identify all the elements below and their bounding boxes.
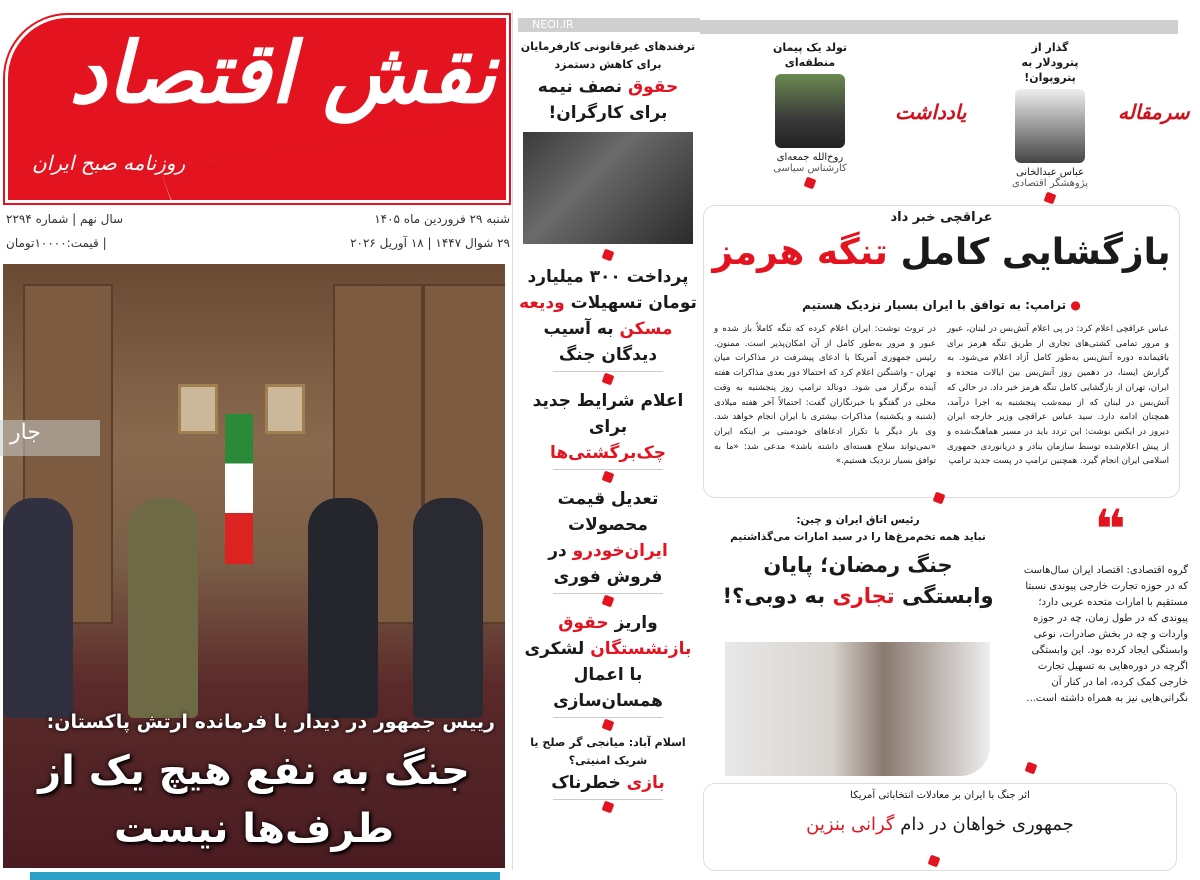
headline: واریز [614, 613, 658, 633]
flag [225, 414, 253, 564]
logo-subtitle: روزنامه صبح ایران [32, 151, 186, 175]
cover-text [13, 708, 495, 858]
newspaper-logo: نقش اقتصاد [69, 23, 496, 122]
page-marker-icon [804, 177, 817, 190]
bottom-banner [30, 872, 500, 880]
editorial-badge: سرمقاله [1118, 100, 1190, 124]
column-title: تولد یک پیمان منطقه‌ای [772, 41, 848, 69]
editorial-column[interactable] [1010, 40, 1090, 203]
gasoline-story[interactable] [703, 783, 1177, 871]
page-marker-icon [602, 373, 615, 386]
story-iran-khodro[interactable] [518, 486, 698, 606]
lead-subheadline [704, 298, 1179, 312]
date-other: ۲۹ شوال ۱۴۴۷ | ۱۸ آوریل ۲۰۲۶ [350, 236, 510, 250]
story-head [703, 512, 1013, 612]
headline: پرداخت ۳۰۰ میلیارد تومان تسهیلات [527, 267, 697, 313]
lead-body-right: عباس عراقچی اعلام کرد: در پی اعلام آتش‌بس در لبنان، عبور و مرور تمامی کشتی‌های تجاری از طریق تنگه هرمز برای باقیمانده دوره آتش‌بس به‌طور کامل آزاد اعلام می‌شود. به گزارش ایسنا، در دهمین روز آتش‌بس بین ایالات متحده و ایران، تهران از بازگشایی کامل تنگه هرمز خبر داد. در حالی که آتش‌بس در لبنان که از نیمه‌شب پنجشنبه به اجرا درآمد، همچنان ادامه دارد. سید عباس عراقچی وزیر خارجه ایران دیروز در ایکس نوشت: این تردد باید در مسیر هماهنگ‌شده و از پیش اعلام‌شده توسط سازمان بنادر و دریانوردی جمهوری اسلامی ایران انجام گیرد. همچنین ترامپ در پست جدید ترامپ [947, 324, 1169, 467]
story-kicker: اثر جنگ با ایران بر معادلات انتخاباتی آمریکا [850, 790, 1030, 801]
headline-red: تنگه هرمز [712, 232, 888, 273]
page-marker-icon [933, 492, 946, 505]
column-title: گذار از پترودلار به پتروپوان! [1021, 41, 1079, 84]
story-kicker [730, 512, 986, 546]
cover-kicker: رییس جمهور در دیدار با فرمانده ارتش پاکستان: [46, 711, 495, 733]
headline-red: چک‌برگشتی‌ها [549, 443, 667, 463]
story-housing[interactable] [518, 264, 698, 384]
story-wages[interactable] [518, 38, 698, 126]
headline-red: ایران‌خودرو [572, 541, 668, 561]
quote-column [1016, 498, 1188, 777]
headline: جمهوری خواهان در دام [900, 814, 1074, 835]
headline-red: حقوق بازنشستگان [558, 613, 692, 659]
headline-red: بازی [626, 773, 665, 793]
story-pensions[interactable] [518, 610, 698, 730]
headline: نصف نیمه برای کارگران! [537, 77, 668, 123]
story-kicker: اسلام آباد: میانجی گر صلح یا شریک امنیتی؟ [530, 736, 686, 767]
headline-red: گرانی بنزین [806, 814, 895, 835]
story-cheques[interactable] [518, 388, 698, 482]
lead-story[interactable] [703, 205, 1180, 498]
headline: وابستگی [902, 584, 994, 608]
author-photo [775, 74, 845, 148]
lead-kicker: عراقچی خبر داد [890, 210, 993, 225]
story-islamabad[interactable] [518, 734, 698, 812]
author-name: عباس عبدالخانی [1015, 167, 1085, 178]
lead-body-left: در تروث نوشت: ایران اعلام کرده که تنگه کاملاً باز شده و عبور و مرور به‌طور کامل از آن امکان‌پذیر است. ممنون. رئیس جمهوری آمریکا با ادعای پیشرفت در مذاکرات میان تهران - واشنگتن اعلام کرد که احتمالا دور بعدی مذاکرات هفته آینده برگزار می شود. دونالد ترامپ روز پنجشنبه به وقت محلی در گفتگو با خبرنگاران گفت: احتمالاً آخر هفته میلادی (شنبه و یکشنبه) مذاکرات بیشتری با ایران انجام خواهد شد. وی بار دیگر با تکرار ادعاهای خودمبنی بر اینکه ایران «نمی‌تواند سلاح هسته‌ای داشته باشد» مدعی شد: «ما به توافق بسیار نزدیک هستیم.» [714, 324, 936, 467]
page-marker-icon [602, 471, 615, 484]
page-marker-icon [602, 719, 615, 732]
date-persian: شنبه ۲۹ فروردین ماه ۱۴۰۵ [374, 212, 510, 226]
story-headline [704, 814, 1176, 835]
kicker-line: نباید همه تخم‌مرغ‌ها را در سبد امارات می‌گذاشتیم [730, 531, 986, 543]
story-kicker: ترفندهای غیرقانونی کارفرمایان برای کاهش دستمزد [520, 40, 696, 71]
dubai-story[interactable] [703, 508, 1013, 776]
story-headline [722, 550, 993, 612]
page-marker-icon [1044, 192, 1057, 205]
price: | قیمت:۱۰۰۰۰تومان [6, 236, 107, 250]
lead-headline [704, 232, 1179, 273]
headline: در فروش فوری [548, 541, 663, 587]
cover-photo [3, 264, 505, 868]
middle-column [518, 38, 698, 812]
headline: به دوبی؟! [722, 584, 826, 608]
page-marker-icon [928, 855, 941, 868]
note-column[interactable] [770, 40, 850, 188]
headline: اعلام شرایط جدید برای [532, 391, 684, 437]
author-name: روح‌الله جمعه‌ای [776, 152, 844, 163]
page-marker-icon [602, 595, 615, 608]
headline: خطرناک [551, 773, 621, 793]
site-strip [518, 18, 700, 32]
headline: تعدیل قیمت محصولات [557, 489, 659, 535]
author-role: کارشناس سیاسی [773, 163, 847, 174]
official-photo [725, 642, 990, 776]
issue-number: سال نهم | شماره ۲۲۹۴ [6, 212, 124, 226]
site-label: NEOI.IR [532, 18, 574, 31]
page-marker-icon [1025, 762, 1038, 775]
headline: به آسیب دیدگان جنگ [543, 319, 658, 365]
author-role: پژوهشگر اقتصادی [1011, 178, 1089, 189]
page-marker-icon [602, 801, 615, 814]
bullet-icon: ● [1070, 298, 1081, 312]
quote-icon: ❝ [1094, 498, 1126, 561]
headline: بازگشایی کامل [900, 232, 1171, 273]
page-marker-icon [602, 249, 615, 262]
headline: جنگ رمضان؛ پایان [763, 553, 953, 577]
headline-red: ودیعه مسکن [519, 293, 673, 339]
cover-headline[interactable]: جنگ به نفع هیچ یک از طرف‌ها نیست [38, 748, 470, 852]
headline-red: حقوق [627, 77, 679, 97]
kicker-line: رئیس اتاق ایران و چین: [796, 514, 920, 526]
subheadline-text: ترامپ: به توافق با ایران بسیار نزدیک هستیم [802, 298, 1067, 312]
note-badge: یادداشت [895, 100, 967, 124]
author-photo [1015, 89, 1085, 163]
masthead-logo [8, 18, 506, 200]
headline: لشکری با اعمال همسان‌سازی [524, 639, 663, 711]
workers-photo [523, 132, 693, 244]
headline-red: تجاری [832, 584, 895, 608]
watermark: جار [0, 420, 100, 456]
top-strip [700, 20, 1178, 34]
quote-text: گروه اقتصادی: اقتصاد ایران سال‌هاست که در حوزه تجارت خارجی پیوندی نسبتا مستقیم با امارات متحده عربی دارد؛ پیوندی که در طول زمان، چه در حوزه واردات و چه در بخش صادرات، نوعی وابستگی ایجاد کرده بود. این وابستگی اگرچه در دوره‌هایی به تسهیل تجارت خارجی کمک کرده، اما در کنار آن نگرانی‌هایی نیز به همراه داشته است... [1023, 565, 1188, 704]
